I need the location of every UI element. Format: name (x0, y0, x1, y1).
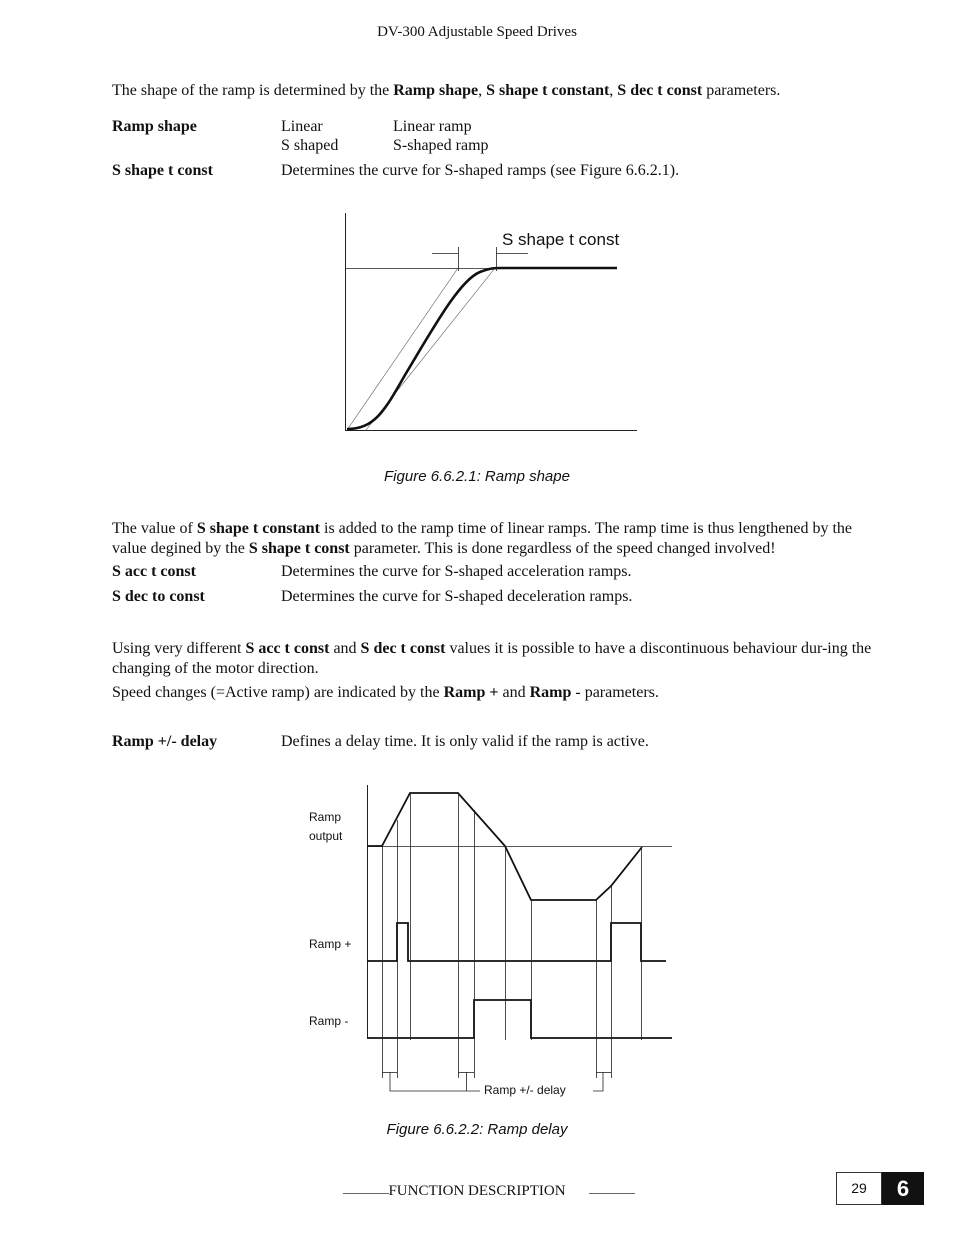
s-shape-t-const-label: S shape t const (502, 230, 620, 249)
linear-ramp-line (347, 268, 458, 430)
active-ramp-paragraph: Speed changes (=Active ramp) are indicated by the Ramp + and Ramp - parameters. (112, 684, 659, 701)
page-header: DV-300 Adjustable Speed Drives (377, 24, 577, 40)
ramp-minus-signal (367, 1000, 672, 1038)
footer-rule-right (589, 1193, 635, 1194)
ramp-output-label-line1: Ramp (309, 810, 342, 824)
ramp-delay-term: Ramp +/- delay (112, 733, 218, 750)
ramp-minus-label: Ramp - (309, 1014, 349, 1028)
s-shape-paragraph: The value of S shape t constant is added to the ramp time of linear ramps. The ramp time is thus lengthened by the value degined by the S shape t const parameter. This is done regardless of the speed changed involved! (112, 520, 853, 557)
delay-leader-line (593, 1072, 603, 1091)
ramp-plus-label: Ramp + (309, 937, 352, 951)
ramp-shape-option-value: S shaped (281, 137, 339, 154)
ramp-output-label-line2: output (309, 829, 343, 843)
s-acc-t-const-term: S acc t const (112, 563, 196, 580)
ramp-shape-term: Ramp shape (112, 118, 197, 135)
ramp-delay-def: Defines a delay time. It is only valid if the ramp is active. (281, 733, 649, 750)
s-acc-t-const-def: Determines the curve for S-shaped acceleration ramps. (281, 563, 632, 580)
figure2-caption: Figure 6.6.2.2: Ramp delay (386, 1121, 568, 1138)
ramp-plus-signal (367, 923, 666, 961)
s-dec-t-const-term: S dec to const (112, 588, 205, 605)
ramp-shape-option-desc: Linear ramp (393, 118, 472, 135)
s-shape-t-const-def: Determines the curve for S-shaped ramps (see Figure 6.6.2.1). (281, 162, 680, 179)
chapter-number: 6 (882, 1172, 924, 1205)
s-dec-t-const-def: Determines the curve for S-shaped deceleration ramps. (281, 588, 633, 605)
s-shaped-ramp-curve (347, 268, 617, 429)
ramp-shape-figure (330, 205, 650, 440)
footer-section-title: FUNCTION DESCRIPTION (388, 1183, 566, 1199)
figure1-caption: Figure 6.6.2.1: Ramp shape (384, 468, 570, 485)
intro-paragraph: The shape of the ramp is determined by the Ramp shape, S shape t constant, S dec t const parameters. (112, 82, 781, 99)
s-shape-t-const-term: S shape t const (112, 162, 213, 179)
ramp-shape-option-value: Linear (281, 118, 323, 135)
page-number: 29 (836, 1172, 882, 1205)
ramp-delay-figure (300, 780, 680, 1100)
ramp-delay-label: Ramp +/- delay (484, 1083, 566, 1097)
direction-paragraph: Using very different S acc t const and S dec t const values it is possible to have a discontinuous behaviour dur-ing the changing of the motor direction. (112, 640, 872, 677)
ramp-shape-option-desc: S-shaped ramp (393, 137, 489, 154)
